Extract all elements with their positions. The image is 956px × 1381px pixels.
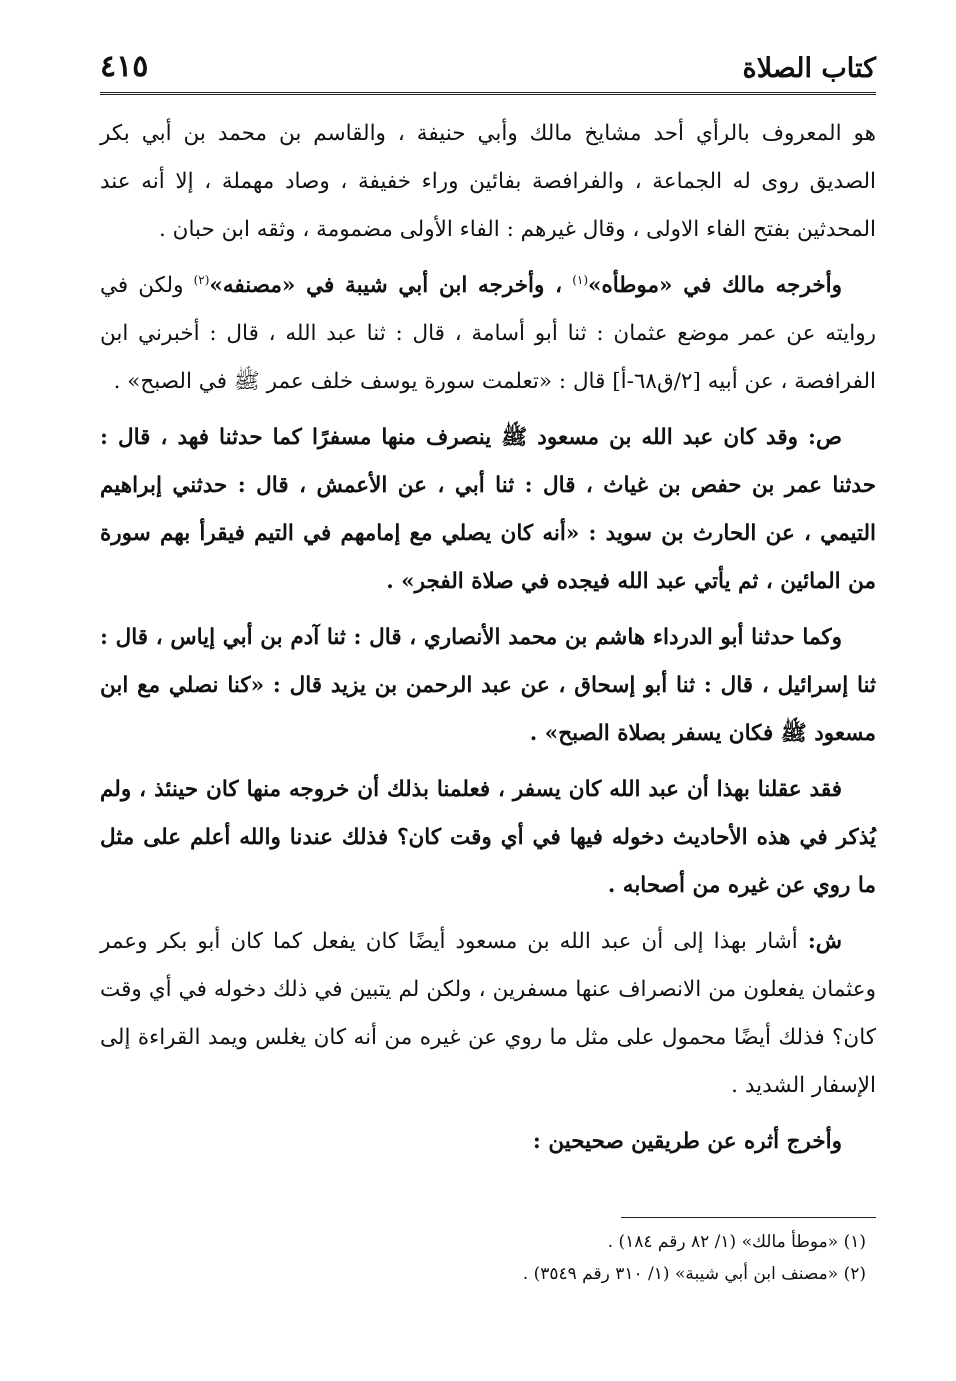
paragraph-commentary-intro: هو المعروف بالرأي أحد مشايخ مالك وأبي حنيفة ، والقاسم بن محمد بن أبي بكر الصديق روى له الجماعة ، والفرافصة بفائين وراء خفيفة ، وصاد مهملة ، إلا أنه عند المحدثين بفتح الفاء الاولى ، وقال غيرهم : الفاء الأولى مضمومة ، وثقه ابن حبان . [100, 121, 876, 242]
matn-1-text: وقد كان عبد الله بن مسعود ﷺ ينصرف منها مسفرًا كما حدثنا فهد ، قال : حدثنا عمر بن حفص بن غياث ، قال : ثنا أبي ، عن الأعمش ، قال : حدثني إبراهيم التيمي ، عن الحارث بن سويد : «أنه كان يصلي مع إمامهم في التيم فيقرأ بهم سورة من المائين ، ثم يأتي عبد الله فيجده في صلاة الفجر» . [100, 425, 876, 594]
takhrij-rest: ولكن في روايته عن عمر موضع عثمان : ثنا أبو أسامة ، قال : ثنا عبد الله ، قال : أخبرني ابن الفرافصة ، عن أبيه [٢/ق٦٨-أ] قال : «تعلمت سورة يوسف خلف عمر ﷺ في الصبح» . [100, 273, 876, 394]
takhrij-lead-1: وأخرجه مالك في «موطأه» [588, 273, 842, 298]
paragraph-matn-2: وكما حدثنا أبو الدرداء هاشم بن محمد الأنصاري ، قال : ثنا آدم بن أبي إياس ، قال : ثنا إسرائيل ، قال : ثنا أبو إسحاق ، عن عبد الرحمن بن يزيد قال : «كنا نصلي مع ابن مسعود ﷺ فكان يسفر بصلاة الصبح» . [100, 625, 876, 746]
footnote-divider [621, 1217, 876, 1218]
paragraph-matn-3: فقد عقلنا بهذا أن عبد الله كان يسفر ، فعلمنا بذلك أن خروجه منها كان حينئذ ، ولم يُذكر في هذه الأحاديث دخوله فيها في أي وقت كان؟ فذلك عندنا والله أعلم على مثل ما روي عن غيره من أصحابه . [100, 777, 876, 898]
footnote-2: (٢) «مصنف ابن أبي شيبة» (١/ ٣١٠ رقم ٣٥٤٩) . [522, 1264, 866, 1284]
paragraph-sharh [100, 918, 876, 1110]
paragraph-heading-turuq: وأخرج أثره عن طريقين صحيحين : [532, 1129, 842, 1154]
footnote-1: (١) «موطأ مالك» (١/ ٨٢ رقم ١٨٤) . [607, 1232, 866, 1252]
footnote-ref-2: (٢) [193, 272, 210, 287]
running-title: كتاب الصلاة [742, 53, 876, 84]
footnotes [100, 1226, 866, 1290]
paragraph-matn-1 [100, 414, 876, 606]
matn-label: ص: [808, 425, 842, 450]
sharh-text: أشار بهذا إلى أن عبد الله بن مسعود أيضًا كان يفعل كما كان أبو بكر وعمر وعثمان يفعلون من الانصراف عنها مسفرين ، ولكن لم يتبين في ذلك دخوله في أي وقت كان؟ فذلك أيضًا محمول على مثل ما روي عن غيره من أنه كان يغلس ويمد القراءة إلى الإسفار الشديد . [100, 929, 876, 1098]
paragraph-takhrij [100, 262, 876, 406]
page-header [100, 40, 876, 95]
page-body [100, 110, 876, 1174]
page-number: ٤١٥ [100, 49, 149, 84]
takhrij-lead-2: ، وأخرجه ابن أبي شيبة في «مصنفه» [209, 273, 563, 298]
footnote-ref-1: (١) [572, 272, 589, 287]
sharh-label: ش: [807, 929, 842, 954]
